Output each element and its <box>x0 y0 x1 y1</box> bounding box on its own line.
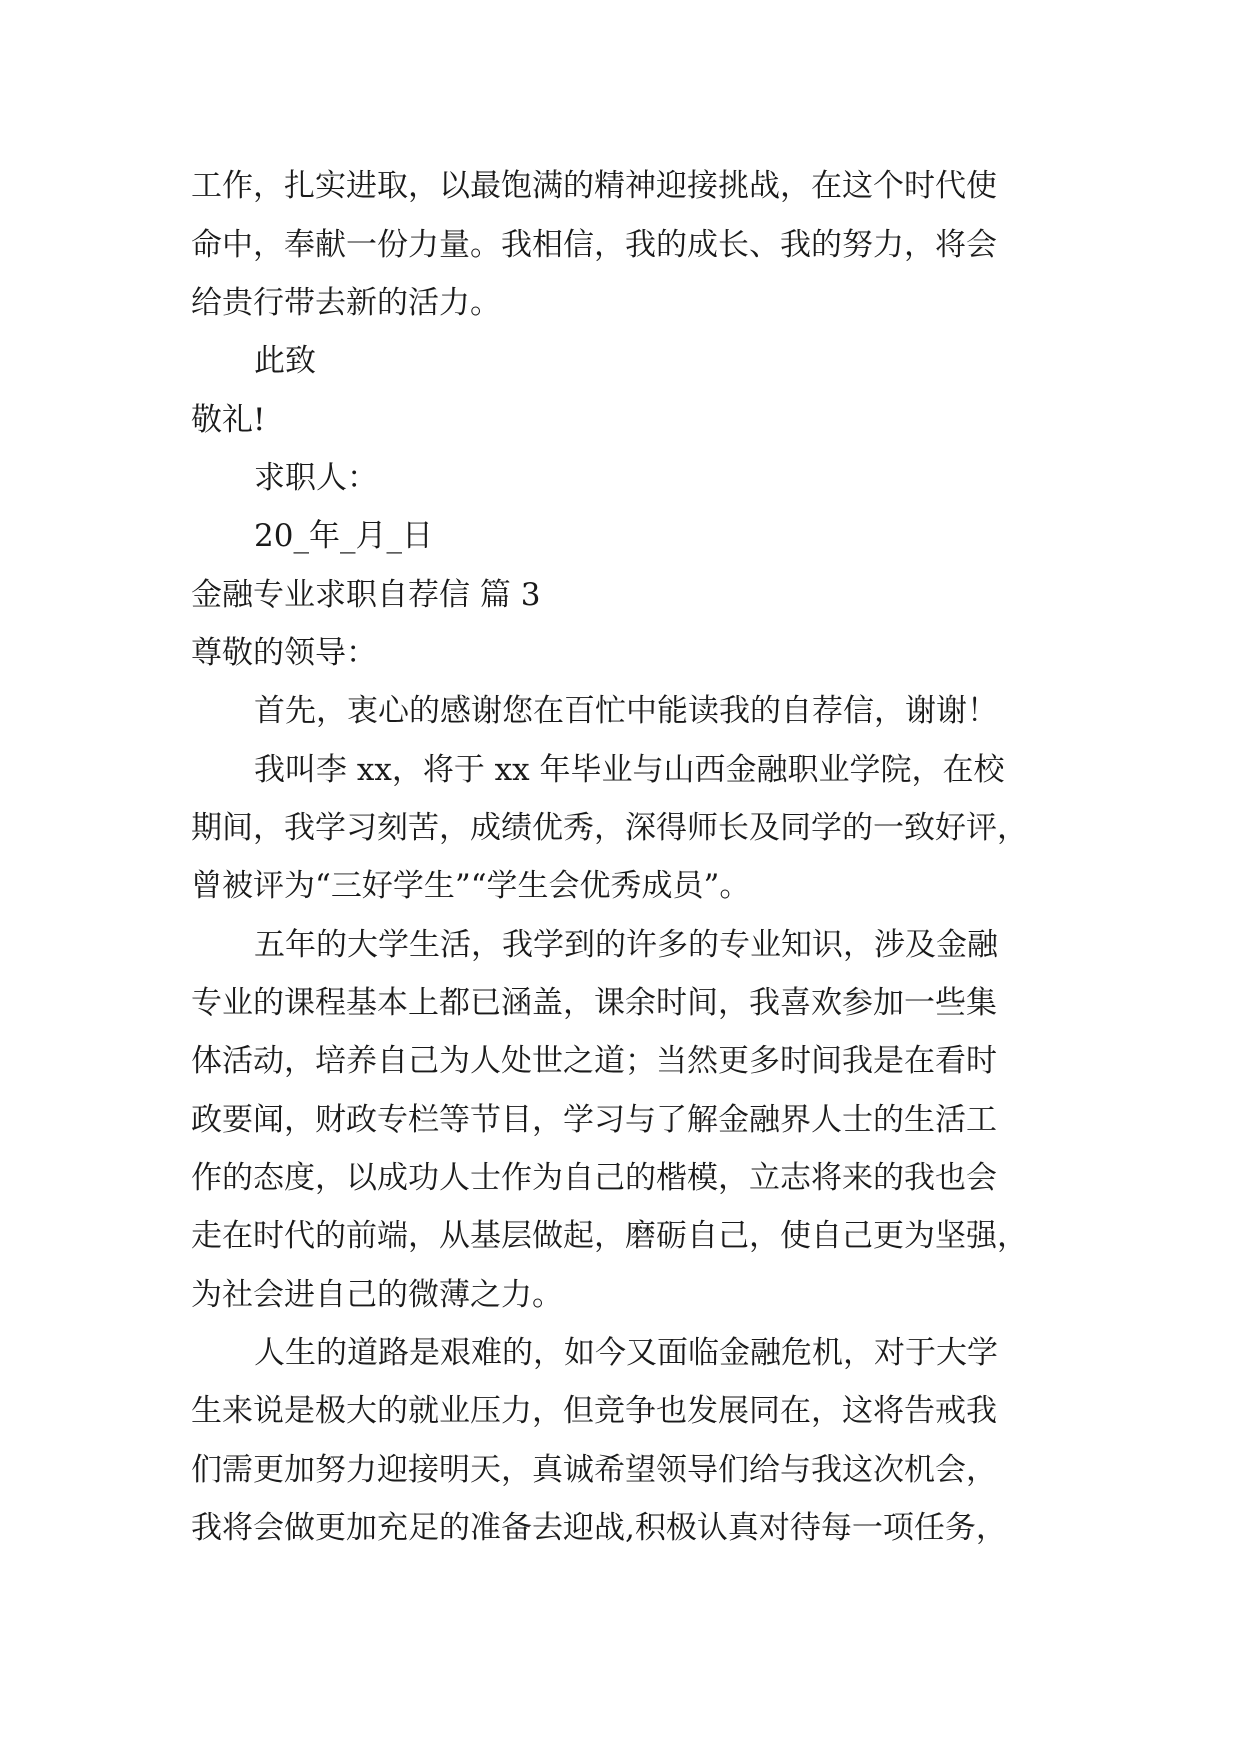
text-line: 期间，我学习刻苦，成绩优秀，深得师长及同学的一致好评， <box>191 810 1028 846</box>
text-line: 我叫李 xx，将于 xx 年毕业与山西金融职业学院，在校 <box>254 752 1005 788</box>
text-line: 命中，奉献一份力量。我相信，我的成长、我的努力，将会 <box>191 227 997 263</box>
text-line: 首先，衷心的感谢您在百忙中能读我的自荐信，谢谢！ <box>254 693 998 729</box>
text-line: 生来说是极大的就业压力，但竞争也发展同在，这将告戒我 <box>191 1393 997 1429</box>
text-line: 走在时代的前端，从基层做起，磨砺自己，使自己更为坚强， <box>191 1218 1028 1254</box>
text-line: 人生的道路是艰难的，如今又面临金融危机，对于大学 <box>254 1335 998 1371</box>
text-line: 曾被评为“三好学生”“学生会优秀成员”。 <box>191 868 751 904</box>
text-line: 作的态度，以成功人士作为自己的楷模，立志将来的我也会 <box>191 1160 997 1196</box>
greeting: 尊敬的领导： <box>191 635 377 671</box>
text-line: 我将会做更加充足的准备去迎战,积极认真对待每一项任务， <box>191 1510 1007 1546</box>
applicant-signature: 求职人： <box>254 460 378 496</box>
text-line: 给贵行带去新的活力。 <box>191 285 501 321</box>
text-line: 政要闻，财政专栏等节目，学习与了解金融界人士的生活工 <box>191 1102 997 1138</box>
text-line: 专业的课程基本上都已涵盖，课余时间，我喜欢参加一些集 <box>191 985 997 1021</box>
text-line: 为社会进自己的微薄之力。 <box>191 1277 563 1313</box>
date-line: 20_年_月_日 <box>254 518 433 554</box>
text-line: 工作，扎实进取，以最饱满的精神迎接挑战，在这个时代使 <box>191 168 997 204</box>
text-line: 体活动，培养自己为人处世之道；当然更多时间我是在看时 <box>191 1043 997 1079</box>
closing-salutation: 此致 <box>254 343 316 379</box>
section-heading: 金融专业求职自荐信 篇 3 <box>191 577 541 613</box>
text-line: 五年的大学生活，我学到的许多的专业知识，涉及金融 <box>254 927 998 963</box>
closing-regards: 敬礼! <box>191 402 266 438</box>
text-line: 们需更加努力迎接明天，真诚希望领导们给与我这次机会， <box>191 1452 997 1488</box>
